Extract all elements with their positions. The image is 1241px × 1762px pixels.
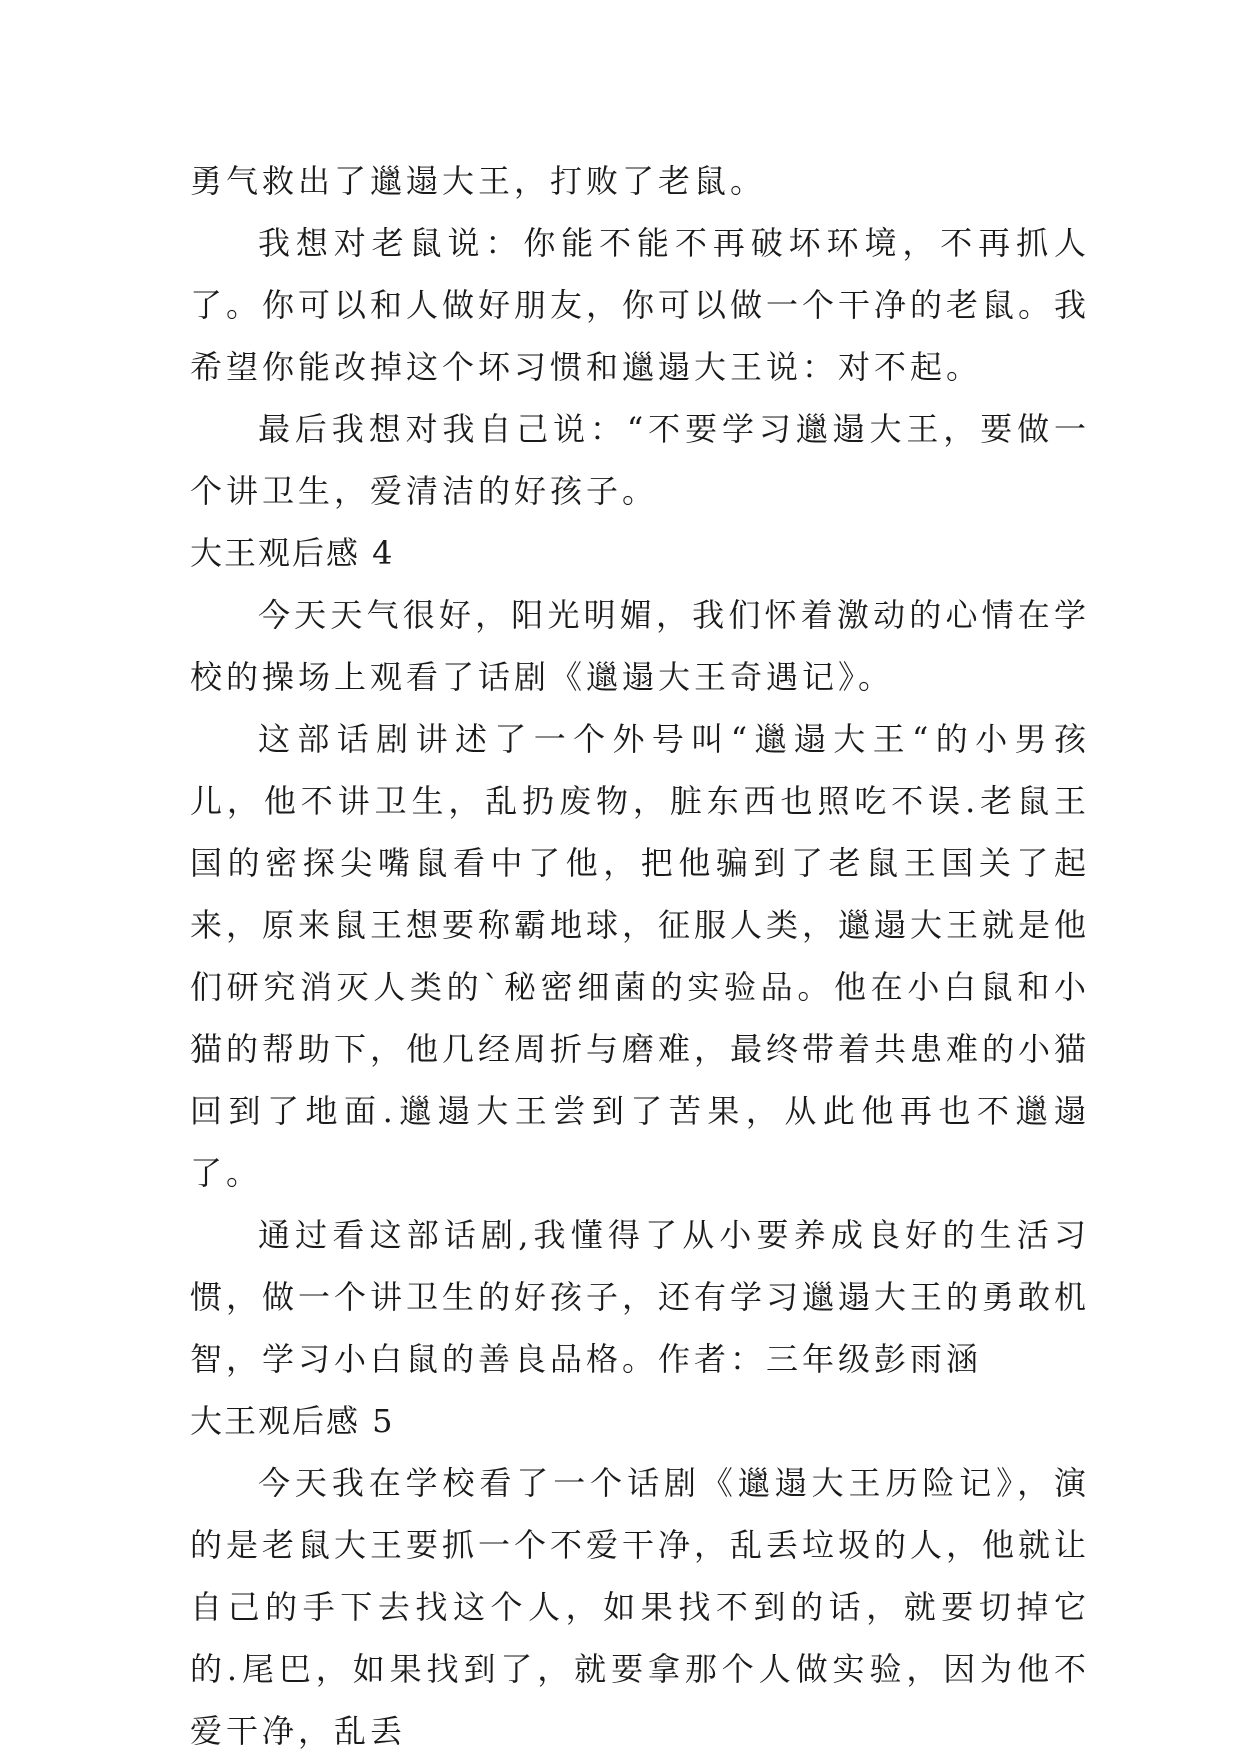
paragraph: 我想对老鼠说：你能不能不再破坏环境，不再抓人了。你可以和人做好朋友，你可以做一个干净的老鼠。我希望你能改掉这个坏习惯和邋遢大王说：对不起。 [190,224,1091,386]
paragraph: 通过看这部话剧,我懂得了从小要养成良好的生活习惯，做一个讲卫生的好孩子，还有学习邋遢大王的勇敢机智，学习小白鼠的善良品格。作者：三年级彭雨涵 [190,1216,1091,1378]
paragraph: 最后我想对我自己说：“不要学习邋遢大王，要做一个讲卫生，爱清洁的好孩子。 [190,410,1090,510]
section-heading: 大王观后感 4 [190,534,395,572]
paragraph: 这部话剧讲述了一个外号叫“邋遢大王“的小男孩儿，他不讲卫生，乱扔废物，脏东西也照吃不误.老鼠王国的密探尖嘴鼠看中了他，把他骗到了老鼠王国关了起来，原来鼠王想要称霸地球，征服人类，邋遢大王就是他们研究消灭人类的`秘密细菌的实验品。他在小白鼠和小猫的帮助下，他几经周折与磨难，最终带着共患难的小猫回到了地面.邋遢大王尝到了苦果，从此他再也不邋遢了。 [190,720,1091,1192]
paragraph: 勇气救出了邋遢大王，打败了老鼠。 [190,162,767,200]
paragraph: 今天天气很好，阳光明媚，我们怀着激动的心情在学校的操场上观看了话剧《邋遢大王奇遇记》。 [190,596,1090,696]
paragraph: 今天我在学校看了一个话剧《邋遢大王历险记》，演的是老鼠大王要抓一个不爱干净，乱丢垃圾的人，他就让自己的手下去找这个人，如果找不到的话，就要切掉它的.尾巴，如果找到了，就要拿那个人做实验，因为他不爱干净，乱丢 [190,1464,1091,1750]
section-heading: 大王观后感 5 [190,1402,395,1440]
document-page [190,150,1090,1762]
